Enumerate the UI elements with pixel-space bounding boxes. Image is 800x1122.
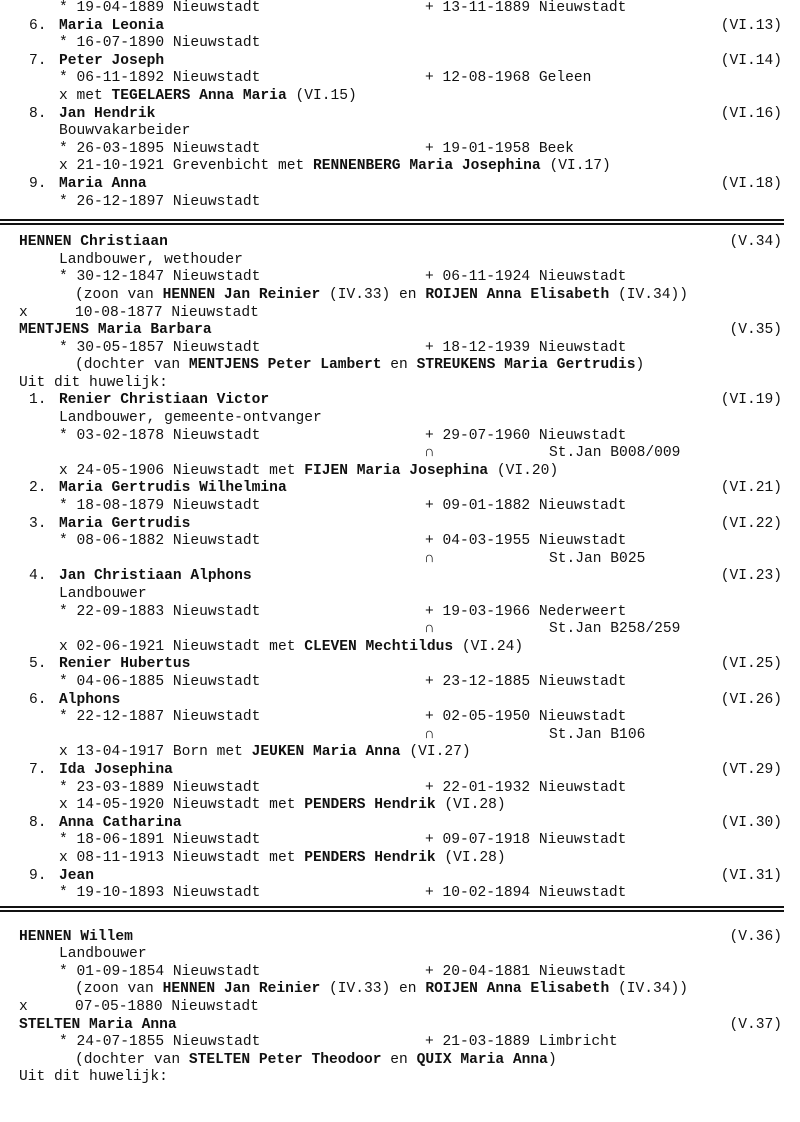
child-number: 9.	[29, 175, 47, 192]
child-name: Maria Gertrudis Wilhelmina	[59, 480, 287, 497]
child-number: 2.	[29, 480, 47, 497]
event-line	[0, 964, 800, 982]
reference-code: (VI.26)	[720, 691, 782, 708]
child-heading	[0, 692, 800, 710]
parents-text: (IV.33) en	[320, 286, 426, 303]
spouse-ref: (VI.28)	[435, 797, 506, 814]
marriage-line	[0, 88, 800, 106]
event-line	[0, 674, 800, 692]
child-name: Alphons	[59, 691, 121, 708]
death-text: + 06-11-1924 Nieuwstadt	[425, 269, 627, 286]
birth-text: * 06-11-1892 Nieuwstadt	[59, 70, 261, 87]
marriage-mark: x	[19, 304, 28, 321]
event-line	[0, 428, 800, 446]
spouse-ref: (VI.24)	[453, 638, 524, 655]
death-text: + 04-03-1955 Nieuwstadt	[425, 533, 627, 550]
reference-code: (V.35)	[729, 322, 782, 339]
reference-code: (V.36)	[729, 928, 782, 945]
child-number: 8.	[29, 814, 47, 831]
birth-text: * 30-12-1847 Nieuwstadt	[59, 269, 261, 286]
father-name: HENNEN Jan Reinier	[162, 981, 321, 998]
spouse-name: PENDERS Hendrik	[304, 849, 436, 866]
child-name: Renier Christiaan Victor	[59, 392, 270, 409]
marriage-date: 07-05-1880 Nieuwstadt	[75, 999, 259, 1016]
parents-text: en	[381, 1051, 417, 1068]
grave-location: St.Jan B106	[549, 726, 646, 743]
event-line	[0, 141, 800, 159]
child-heading	[0, 815, 800, 833]
spouse-name: CLEVEN Mechtildus	[304, 638, 454, 655]
event-line	[0, 709, 800, 727]
occupation-line	[0, 410, 800, 428]
occupation-text: Bouwvakarbeider	[59, 123, 191, 140]
child-number: 1.	[29, 392, 47, 409]
birth-text: * 30-05-1857 Nieuwstadt	[59, 339, 261, 356]
grave-icon: ∩	[425, 621, 434, 638]
occupation-text: Landbouwer, gemeente-ontvanger	[59, 410, 322, 427]
parents-line	[0, 357, 800, 375]
reference-code: (VI.19)	[720, 392, 782, 409]
section-separator	[0, 218, 800, 226]
birth-text: * 08-06-1882 Nieuwstadt	[59, 533, 261, 550]
birth-text: * 26-12-1897 Nieuwstadt	[59, 193, 261, 210]
grave-icon: ∩	[425, 550, 434, 567]
marriage-text: x 08-11-1913 Nieuwstadt met	[59, 849, 305, 866]
birth-text: * 18-06-1891 Nieuwstadt	[59, 832, 261, 849]
child-heading	[0, 53, 800, 71]
reference-code: (VI.30)	[720, 814, 782, 831]
event-line	[0, 70, 800, 88]
child-number: 7.	[29, 761, 47, 778]
husband-heading	[0, 929, 800, 947]
death-text: + 13-11-1889 Nieuwstadt	[425, 0, 627, 16]
father-name: HENNEN Jan Reinier	[162, 286, 321, 303]
child-number: 3.	[29, 515, 47, 532]
death-text: + 10-02-1894 Nieuwstadt	[425, 885, 627, 902]
husband-name: HENNEN Willem	[19, 928, 133, 945]
child-name: Anna Catharina	[59, 814, 182, 831]
birth-text: * 26-03-1895 Nieuwstadt	[59, 140, 261, 157]
parents-line	[0, 1052, 800, 1070]
parents-text: )	[547, 1051, 557, 1068]
death-text: + 09-01-1882 Nieuwstadt	[425, 498, 627, 515]
event-line	[0, 340, 800, 358]
event-line	[0, 269, 800, 287]
grave-location: St.Jan B008/009	[549, 445, 681, 462]
parents-text: en	[381, 357, 417, 374]
mother-name: ROIJEN Anna Elisabeth	[425, 981, 610, 998]
event-line	[0, 604, 800, 622]
spouse-name: TEGELAERS Anna Maria	[111, 87, 287, 104]
reference-code: (VT.29)	[720, 761, 782, 778]
death-text: + 12-08-1968 Geleen	[425, 70, 592, 87]
event-line	[0, 0, 800, 18]
death-text: + 23-12-1885 Nieuwstadt	[425, 673, 627, 690]
event-line	[0, 885, 800, 903]
father-name: MENTJENS Peter Lambert	[188, 357, 382, 374]
birth-text: * 18-08-1879 Nieuwstadt	[59, 498, 261, 515]
birth-text: * 04-06-1885 Nieuwstadt	[59, 673, 261, 690]
occupation-text: Landbouwer, wethouder	[59, 251, 243, 268]
child-name: Renier Hubertus	[59, 656, 191, 673]
birth-text: * 22-12-1887 Nieuwstadt	[59, 709, 261, 726]
child-number: 6.	[29, 691, 47, 708]
child-heading	[0, 480, 800, 498]
child-heading	[0, 656, 800, 674]
parents-text: (zoon van	[75, 286, 163, 303]
child-name: Jean	[59, 867, 95, 884]
child-heading	[0, 568, 800, 586]
birth-text: * 19-04-1889 Nieuwstadt	[59, 0, 261, 16]
child-number: 9.	[29, 867, 47, 884]
reference-code: (VI.25)	[720, 656, 782, 673]
mother-name: STREUKENS Maria Gertrudis	[416, 357, 636, 374]
section-separator	[0, 905, 800, 913]
spouse-name: RENNENBERG Maria Josephina	[312, 158, 541, 175]
grave-location: St.Jan B025	[549, 550, 646, 567]
child-heading	[0, 868, 800, 886]
event-line	[0, 35, 800, 53]
marriage-line	[0, 850, 800, 868]
parents-text: (dochter van	[75, 357, 189, 374]
spouse-ref: (VI.15)	[286, 87, 357, 104]
birth-text: * 22-09-1883 Nieuwstadt	[59, 603, 261, 620]
spouse-ref: (VI.28)	[435, 849, 506, 866]
reference-code: (VI.14)	[720, 52, 782, 69]
parents-text: (dochter van	[75, 1051, 189, 1068]
child-heading	[0, 762, 800, 780]
children-intro-text: Uit dit huwelijk:	[19, 1069, 168, 1086]
father-name: STELTEN Peter Theodoor	[188, 1051, 382, 1068]
mother-name: QUIX Maria Anna	[416, 1051, 548, 1068]
children-intro	[0, 375, 800, 393]
birth-text: * 03-02-1878 Nieuwstadt	[59, 427, 261, 444]
occupation-text: Landbouwer	[59, 586, 147, 602]
death-text: + 02-05-1950 Nieuwstadt	[425, 709, 627, 726]
event-line	[0, 832, 800, 850]
grave-icon: ∩	[425, 726, 434, 743]
marriage-line	[0, 999, 800, 1017]
event-line	[0, 780, 800, 798]
child-number: 6.	[29, 17, 47, 34]
child-number: 5.	[29, 656, 47, 673]
birth-text: * 01-09-1854 Nieuwstadt	[59, 963, 261, 980]
death-text: + 09-07-1918 Nieuwstadt	[425, 832, 627, 849]
grave-line	[0, 551, 800, 569]
birth-text: * 19-10-1893 Nieuwstadt	[59, 885, 261, 902]
event-line	[0, 1034, 800, 1052]
child-heading	[0, 392, 800, 410]
husband-name: HENNEN Christiaan	[19, 234, 168, 251]
parents-text: (IV.34))	[609, 286, 689, 303]
child-heading	[0, 516, 800, 534]
spouse-name: FIJEN Maria Josephina	[304, 462, 489, 479]
death-text: + 21-03-1889 Limbricht	[425, 1034, 618, 1051]
reference-code: (VI.31)	[720, 867, 782, 884]
event-line	[0, 194, 800, 212]
child-name: Jan Christiaan Alphons	[59, 568, 252, 585]
death-text: + 18-12-1939 Nieuwstadt	[425, 339, 627, 356]
reference-code: (V.37)	[729, 1016, 782, 1033]
marriage-text: x 02-06-1921 Nieuwstadt met	[59, 638, 305, 655]
marriage-line	[0, 744, 800, 762]
reference-code: (VI.23)	[720, 568, 782, 585]
grave-location: St.Jan B258/259	[549, 621, 681, 638]
spouse-name: PENDERS Hendrik	[304, 797, 436, 814]
birth-text: * 16-07-1890 Nieuwstadt	[59, 35, 261, 52]
marriage-text: x 21-10-1921 Grevenbicht met	[59, 158, 313, 175]
child-name: Peter Joseph	[59, 52, 165, 69]
occupation-text: Landbouwer	[59, 946, 147, 963]
mother-name: ROIJEN Anna Elisabeth	[425, 286, 610, 303]
children-intro-text: Uit dit huwelijk:	[19, 374, 168, 391]
wife-name: MENTJENS Maria Barbara	[19, 322, 212, 339]
grave-icon: ∩	[425, 445, 434, 462]
marriage-line	[0, 305, 800, 323]
child-heading	[0, 106, 800, 124]
death-text: + 29-07-1960 Nieuwstadt	[425, 427, 627, 444]
child-number: 8.	[29, 105, 47, 122]
parents-text: (IV.33) en	[320, 981, 426, 998]
parents-line	[0, 287, 800, 305]
death-text: + 20-04-1881 Nieuwstadt	[425, 963, 627, 980]
child-number: 7.	[29, 52, 47, 69]
grave-line	[0, 621, 800, 639]
event-line	[0, 533, 800, 551]
reference-code: (VI.21)	[720, 480, 782, 497]
child-heading	[0, 18, 800, 36]
child-number: 4.	[29, 568, 47, 585]
parents-text: (zoon van	[75, 981, 163, 998]
child-name: Maria Anna	[59, 175, 147, 192]
marriage-date: 10-08-1877 Nieuwstadt	[75, 304, 259, 321]
marriage-text: x 24-05-1906 Nieuwstadt met	[59, 462, 305, 479]
wife-heading	[0, 1017, 800, 1035]
death-text: + 19-03-1966 Nederweert	[425, 603, 627, 620]
wife-name: STELTEN Maria Anna	[19, 1016, 177, 1033]
occupation-line	[0, 252, 800, 270]
marriage-line	[0, 463, 800, 481]
children-intro	[0, 1069, 800, 1087]
wife-heading	[0, 322, 800, 340]
marriage-line	[0, 797, 800, 815]
marriage-line	[0, 158, 800, 176]
husband-heading	[0, 234, 800, 252]
child-heading	[0, 176, 800, 194]
reference-code: (VI.13)	[720, 17, 782, 34]
marriage-text: x 13-04-1917 Born met	[59, 744, 252, 761]
reference-code: (VI.16)	[720, 105, 782, 122]
child-name: Jan Hendrik	[59, 105, 156, 122]
parents-text: )	[635, 357, 645, 374]
occupation-line	[0, 123, 800, 141]
marriage-text: x 14-05-1920 Nieuwstadt met	[59, 797, 305, 814]
grave-line	[0, 727, 800, 745]
occupation-line	[0, 586, 800, 604]
spouse-name: JEUKEN Maria Anna	[251, 744, 401, 761]
occupation-line	[0, 946, 800, 964]
reference-code: (VI.18)	[720, 175, 782, 192]
birth-text: * 23-03-1889 Nieuwstadt	[59, 779, 261, 796]
marriage-text: x met	[59, 87, 112, 104]
death-text: + 22-01-1932 Nieuwstadt	[425, 779, 627, 796]
parents-text: (IV.34))	[609, 981, 689, 998]
spouse-ref: (VI.17)	[540, 158, 611, 175]
marriage-line	[0, 639, 800, 657]
reference-code: (V.34)	[729, 234, 782, 251]
event-line	[0, 498, 800, 516]
child-name: Maria Gertrudis	[59, 515, 191, 532]
marriage-mark: x	[19, 999, 28, 1016]
child-name: Ida Josephina	[59, 761, 173, 778]
grave-line	[0, 445, 800, 463]
parents-line	[0, 981, 800, 999]
death-text: + 19-01-1958 Beek	[425, 140, 574, 157]
birth-text: * 24-07-1855 Nieuwstadt	[59, 1034, 261, 1051]
reference-code: (VI.22)	[720, 515, 782, 532]
child-name: Maria Leonia	[59, 17, 165, 34]
spouse-ref: (VI.20)	[488, 462, 559, 479]
spouse-ref: (VI.27)	[400, 744, 471, 761]
